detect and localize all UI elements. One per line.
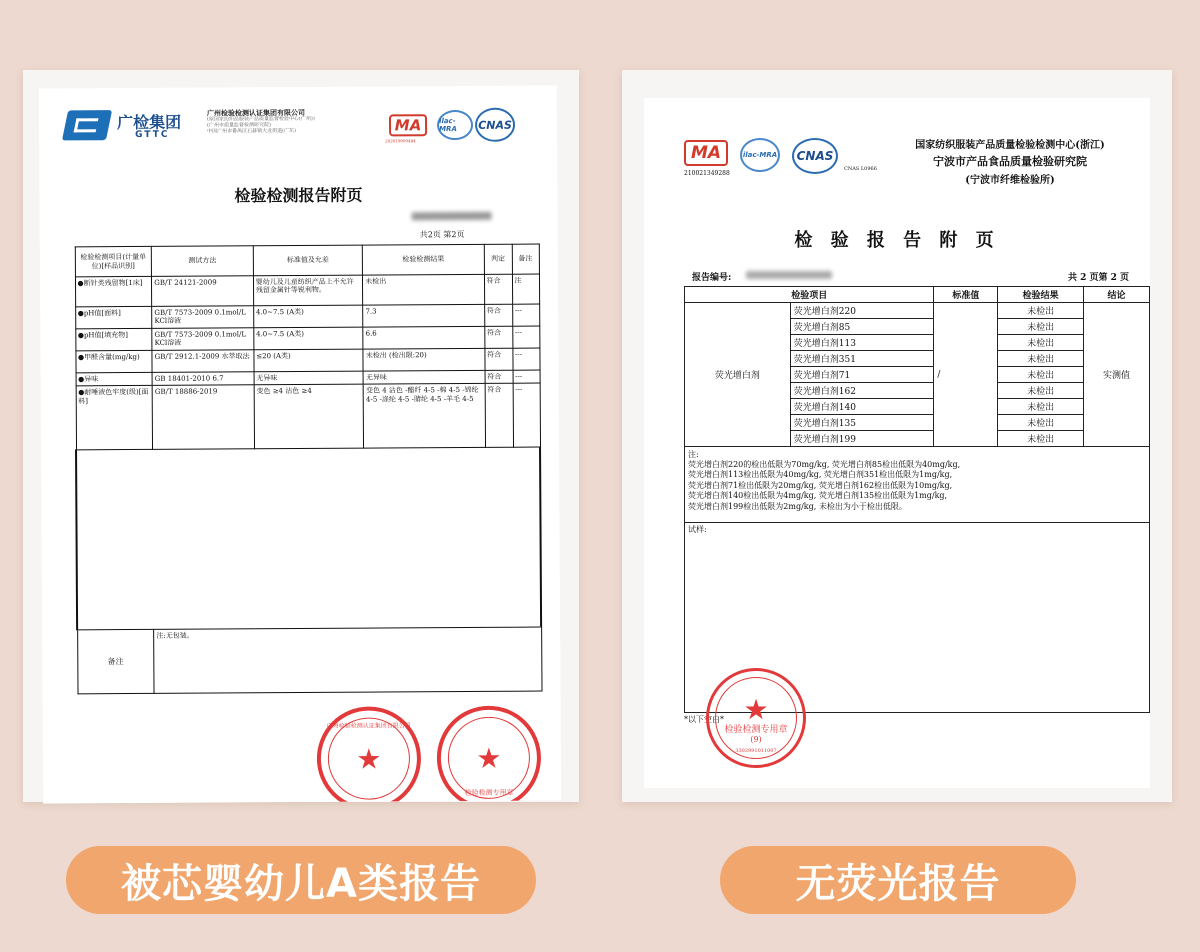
item-name: 荧光增白剂71 (790, 367, 934, 383)
cell-result: 无异味 (363, 370, 484, 384)
stamp-star-icon: ★ (476, 741, 502, 775)
cnas-logo: CNAS (792, 138, 838, 174)
cell-note: --- (512, 326, 539, 348)
cell-note: --- (512, 348, 539, 370)
cell-method: GB/T 24121-2009 (152, 276, 254, 307)
table-row (75, 348, 539, 373)
header-note: 备注 (512, 244, 539, 274)
notes-row (685, 447, 1150, 523)
company-sub-2: (广州市质量监督检测研究院) (207, 121, 271, 129)
page-info: 共2页 第2页 (419, 229, 465, 240)
cell-note: --- (512, 304, 539, 326)
cell-note: --- (513, 370, 540, 384)
company-sub-1: (原国家纺织品服装产品质量监督检验中心(广州)) (206, 115, 315, 123)
company-name: 广州检验检测认证集团有限公司 (206, 107, 305, 118)
stamp-star-icon: ★ (743, 692, 769, 726)
cell-judge: 符合 (485, 348, 513, 370)
stamp-text: 检验检测专用章 (724, 725, 788, 735)
cell-judge: 符合 (485, 370, 513, 384)
cell-method: GB/T 7573-2009 0.1mol/L KCl溶液 (152, 328, 254, 351)
note-line: 荧光增白剂113检出低限为40mg/kg, 荧光增白剂351检出低限为1mg/kg, (688, 470, 953, 480)
header-conclusion: 结论 (1084, 287, 1150, 303)
header-item: 检验项目 (685, 287, 934, 303)
standard-value: / (934, 303, 998, 447)
stamp-2-text: 检验检测专用章 (464, 788, 514, 798)
page-info: 共 2 页第 2 页 (1068, 273, 1130, 283)
item-name: 荧光增白剂199 (790, 431, 934, 447)
table-row (685, 303, 1150, 319)
cell-result: 6.6 (363, 326, 485, 349)
right-results-table (684, 286, 1150, 713)
report-title: 检验检测报告附页 (234, 185, 363, 206)
gttc-logo-sub: GTTC (135, 129, 170, 141)
table-row (76, 383, 540, 450)
cell-item: ●断针类残留物[1床] (75, 276, 152, 306)
left-report-paper (39, 85, 561, 803)
item-result: 未检出 (998, 335, 1084, 351)
cell-result: 未检出 (363, 274, 485, 305)
cell-standard: 婴幼儿及儿童纺织产品上不允许残留金属针等锐利物。 (253, 275, 363, 306)
item-result: 未检出 (998, 383, 1084, 399)
stamp-no: (9) (750, 735, 762, 744)
table-row (75, 304, 539, 329)
cell-item: ●甲醛含量(mg/kg) (75, 350, 152, 372)
report-no-label: 报告编号: (692, 273, 732, 283)
item-name: 荧光增白剂351 (790, 351, 934, 367)
cell-method: GB 18401-2010 6.7 (152, 372, 254, 386)
cell-result: 变色 4 沾色 -醋纤 4-5 -棉 4-5 -锦纶 4-5 -涤纶 4-5 -腈纶 4-5 -羊毛 4-5 (363, 384, 485, 449)
company-info (207, 109, 347, 135)
note-line: 荧光增白剂220的检出低限为70mg/kg, 荧光增白剂85检出低限为40mg/kg, (688, 460, 961, 469)
cell-judge: 符合 (484, 274, 512, 304)
sample-label: 试样: (685, 523, 1150, 713)
header-standard: 标准值及允差 (253, 245, 363, 276)
ma-number: 202019000484 (385, 138, 416, 144)
cell-judge: 符合 (484, 326, 512, 348)
table-header-row (685, 287, 1150, 303)
organization-header (874, 136, 1146, 186)
header-standard: 标准值 (934, 287, 998, 303)
cell-note: 注 (512, 274, 539, 304)
header-judge: 判定 (484, 244, 512, 274)
group-label: 荧光增白剂 (685, 303, 791, 447)
company-sub-3: 中国广州市番禺区石碁镇大龙街道(广东) (207, 127, 297, 135)
cell-result: 未检出 (检出限:20) (363, 348, 485, 371)
cell-note: --- (513, 383, 540, 447)
stamp-code: 3302991011007 (735, 748, 777, 754)
item-name: 荧光增白剂113 (790, 335, 934, 351)
cell-method: GB/T 2912.1-2009 水萃取法 (152, 350, 254, 373)
table-header-row (75, 244, 539, 277)
item-result: 未检出 (998, 431, 1084, 447)
notes-label: 注: (688, 450, 699, 459)
cell-judge: 符合 (485, 384, 513, 448)
org-line-3: (宁波市纤维检验所) (965, 175, 1055, 186)
note-line: 荧光增白剂71检出低限为20mg/kg, 荧光增白剂162检出低限为10mg/kg, (688, 480, 953, 490)
item-result: 未检出 (998, 351, 1084, 367)
cnas-code: CNAS L0966 (844, 166, 877, 172)
cell-item: ●pH值[面料] (75, 306, 152, 328)
item-result: 未检出 (998, 415, 1084, 431)
right-report-paper (644, 98, 1150, 788)
item-result: 未检出 (998, 399, 1084, 415)
cma-logo: MA (389, 114, 427, 136)
org-line-2: 宁波市产品食品质量检验研究院 (933, 155, 1087, 168)
cell-item: ●pH值[填充物] (75, 328, 152, 350)
table-row (75, 274, 539, 307)
cell-result: 7.3 (363, 304, 485, 327)
left-results-table (74, 244, 543, 695)
item-name: 荧光增白剂140 (790, 399, 934, 415)
note-line: 荧光增白剂199检出低限为2mg/kg, 未检出为小于检出低限。 (688, 501, 907, 511)
footer-text: *以下空白* (684, 715, 724, 724)
table-row (75, 326, 539, 351)
remarks-row (77, 627, 541, 694)
cell-judge: 符合 (484, 304, 512, 326)
cell-standard: 4.0~7.5 (A类) (254, 327, 364, 350)
ilac-mra-logo: ilac-MRA (740, 138, 780, 172)
left-report-label: 被芯婴幼儿A类报告 (66, 846, 536, 914)
conclusion: 实测值 (1084, 303, 1150, 447)
right-report-label: 无荧光报告 (720, 846, 1076, 914)
report-title: 检 验 报 告 附 页 (794, 230, 1000, 251)
ilac-mra-logo: ilac-MRA (437, 110, 473, 140)
stamp-star-icon: ★ (356, 742, 382, 776)
org-line-1: 国家纺织服装产品质量检验检测中心(浙江) (915, 140, 1105, 151)
note-line: 荧光增白剂140检出低限为4mg/kg, 荧光增白剂135检出低限为1mg/kg, (688, 491, 948, 501)
cnas-logo: CNAS (475, 108, 515, 142)
header-result: 检验检测结果 (363, 244, 485, 275)
table-empty-row (76, 447, 541, 630)
gttc-logo-text: 广检集团 (116, 112, 182, 133)
cell-standard: 无异味 (254, 371, 364, 385)
item-name: 荧光增白剂220 (790, 303, 934, 319)
header-item: 检验检测项目(计量单位)[样品识别] (75, 246, 152, 276)
item-name: 荧光增白剂85 (790, 319, 934, 335)
gttc-logo (62, 110, 112, 140)
cell-standard: 变色 ≥4 沾色 ≥4 (254, 385, 364, 450)
item-name: 荧光增白剂135 (790, 415, 934, 431)
item-result: 未检出 (998, 319, 1084, 335)
cma-logo: MA (684, 140, 728, 166)
cell-item: ●异味 (76, 372, 153, 386)
item-name: 荧光增白剂162 (790, 383, 934, 399)
cell-method: GB/T 18886-2019 (152, 385, 254, 450)
item-result: 未检出 (998, 367, 1084, 383)
header-result: 检验结果 (998, 287, 1084, 303)
report-number-blurred (746, 271, 832, 279)
report-number-blurred (412, 212, 492, 220)
cell-standard: 4.0~7.5 (A类) (253, 305, 363, 328)
stamp-1-text: 广州检验检测认证集团有限公司 (326, 722, 411, 730)
cell-item: ●耐唾液色牢度(级)[面料] (76, 386, 153, 450)
remarks-label: 备注 (77, 630, 154, 694)
cell-method: GB/T 7573-2009 0.1mol/L KCl溶液 (152, 306, 254, 329)
cell-standard: ≤20 (A类) (254, 349, 364, 372)
item-result: 未检出 (998, 303, 1084, 319)
ma-number: 210021349288 (684, 170, 730, 177)
header-method: 测试方法 (151, 246, 253, 277)
remarks-text: 注:无包装。 (154, 627, 542, 693)
